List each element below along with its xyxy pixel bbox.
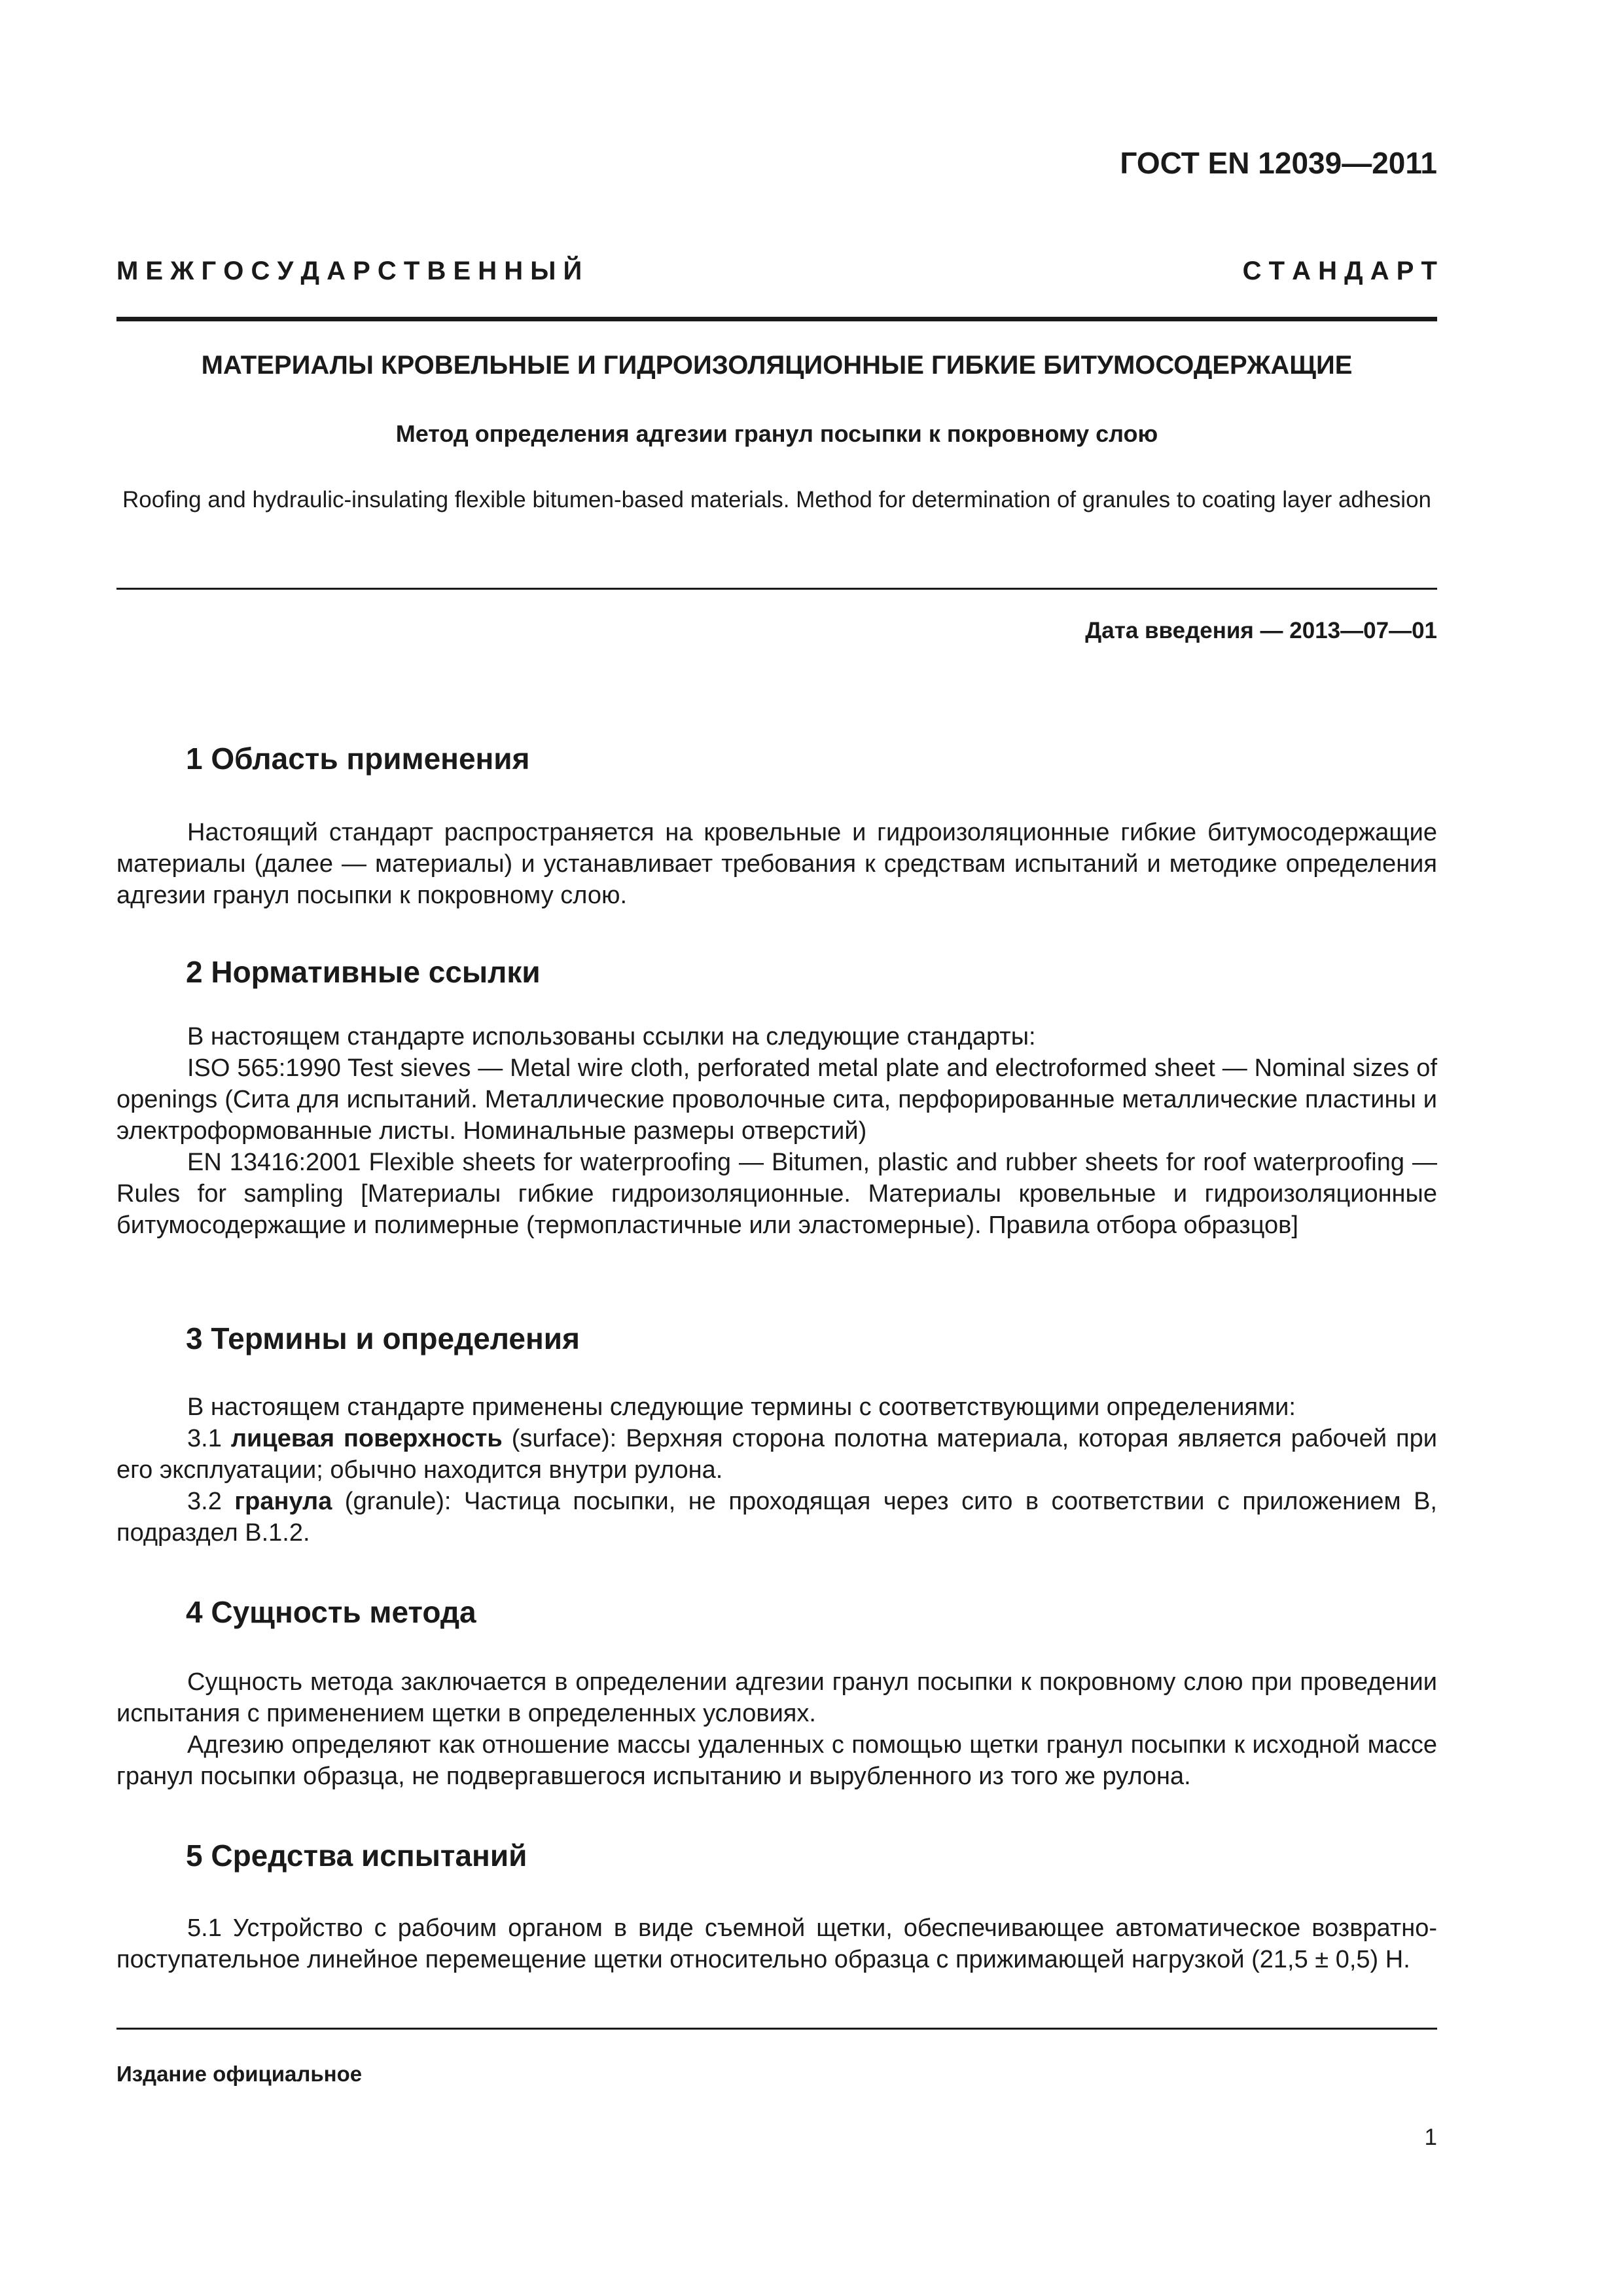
section-5-body <box>116 1912 1437 1975</box>
banner-standard: С Т А Н Д А Р Т <box>1242 257 1437 285</box>
section-5-heading: 5 Средства испытаний <box>186 1839 527 1873</box>
section-4-body <box>116 1666 1437 1792</box>
reference-en-13416: EN 13416:2001 Flexible sheets for waterproofing — Bitumen, plastic and rubber sheets for roof waterproofing — Rules for sampling [Материалы гибкие гидроизоляционные. Материалы кровельные и гидроизоляционные битумосодержащие и полимерные (термопластичные или эластомерные). Правила отбора образцов] <box>116 1149 1437 1239</box>
term-number: 3.1 <box>187 1425 222 1452</box>
section-3-heading: 3 Термины и определения <box>186 1321 580 1355</box>
section-2-body <box>116 1021 1437 1241</box>
term-number: 3.2 <box>187 1488 222 1515</box>
footer-divider <box>116 2028 1437 2030</box>
reference-iso-565: ISO 565:1990 Test sieves — Metal wire cloth, perforated metal plate and electroformed sheet — Nominal sizes of openings (Сита для испытаний. Металлические проволочные сита, перфорированные металлические пластины и электроформованные листы. Номинальные размеры отверстий) <box>116 1054 1437 1145</box>
term-name: лицевая поверхность <box>230 1425 503 1452</box>
header-divider <box>116 317 1437 321</box>
paragraph: 5.1 Устройство с рабочим органом в виде съемной щетки, обеспечивающее автоматическое возвратно-поступательное линейное перемещение щетки относительно образца с прижимающей нагрузкой (21,5 ± 0,5) Н. <box>116 1914 1437 1973</box>
paragraph: В настоящем стандарте использованы ссылки на следующие стандарты: <box>187 1023 1036 1050</box>
standard-banner <box>116 257 1437 286</box>
section-1-body <box>116 817 1437 911</box>
section-3-body <box>116 1391 1437 1549</box>
paragraph: Сущность метода заключается в определении адгезии гранул посыпки к покровному слою при проведении испытания с применением щетки в определенных условиях. <box>116 1668 1437 1727</box>
term-surface <box>116 1423 1437 1486</box>
paragraph: Адгезию определяют как отношение массы удаленных с помощью щетки гранул посыпки к исходной массе гранул посыпки образца, не подвергавшегося испытанию и вырубленного из того же рулона. <box>116 1731 1437 1790</box>
section-1-heading: 1 Область применения <box>186 742 530 776</box>
title-divider <box>116 588 1437 590</box>
term-definition: (granule): Частица посыпки, не проходящая через сито в соответствии с приложением В, подраздел В.1.2. <box>116 1488 1437 1547</box>
banner-interstate: М Е Ж Г О С У Д А Р С Т В Е Н Н Ы Й <box>116 257 582 285</box>
paragraph: Настоящий стандарт распространяется на кровельные и гидроизоляционные гибкие битумосодержащие материалы (далее — материалы) и устанавливает требования к средствам испытаний и методике определения адгезии гранул посыпки к покровному слою. <box>116 819 1437 909</box>
section-4-heading: 4 Сущность метода <box>186 1595 476 1629</box>
term-granule <box>116 1486 1437 1549</box>
effective-date: Дата введения — 2013—07—01 <box>1085 618 1437 643</box>
document-title-english: Roofing and hydraulic-insulating flexible bitumen-based materials. Method for determination of granules to coating layer adhesion <box>122 487 1432 512</box>
document-code: ГОСТ EN 12039—2011 <box>1120 146 1437 180</box>
paragraph: В настоящем стандарте применены следующие термины с соответствующими определениями: <box>187 1393 1296 1421</box>
term-definition: (surface): Верхняя сторона полотна материала, которая является рабочей при его эксплуатации; обычно находится внутри рулона. <box>116 1425 1437 1484</box>
document-subtitle: Метод определения адгезии гранул посыпки к покровному слою <box>395 420 1158 447</box>
section-2-heading: 2 Нормативные ссылки <box>186 955 541 989</box>
official-edition-label: Издание официальное <box>116 2062 363 2086</box>
page-number: 1 <box>1424 2125 1437 2150</box>
document-title: МАТЕРИАЛЫ КРОВЕЛЬНЫЕ И ГИДРОИЗОЛЯЦИОННЫЕ ГИБКИЕ БИТУМОСОДЕРЖАЩИЕ <box>201 351 1353 380</box>
term-name: гранула <box>234 1488 332 1515</box>
